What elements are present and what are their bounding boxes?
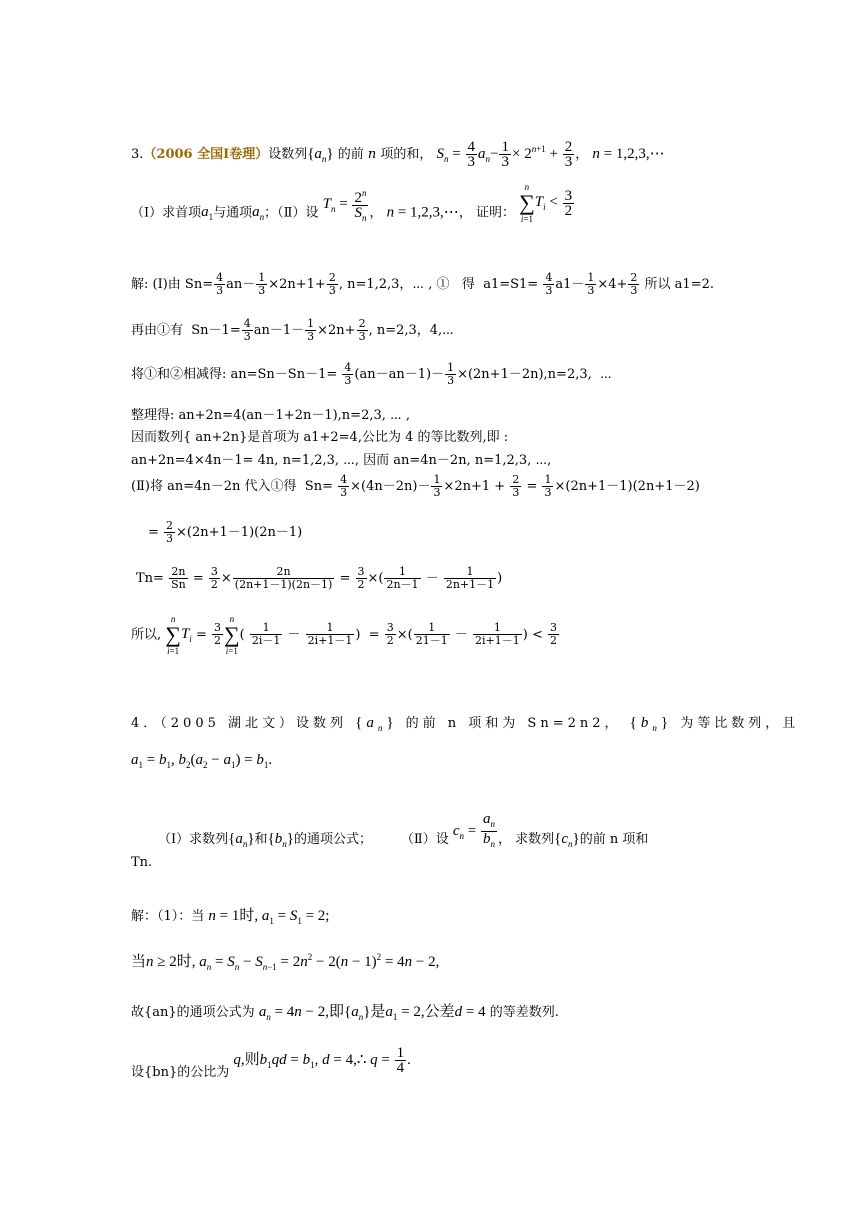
problem-4-tn: Tn.: [131, 855, 153, 870]
seq-a-4b: $\{a_n\}$: [228, 830, 255, 849]
problem-3-parts: （Ⅰ）求首项$a_1$与通项$a_n$；（Ⅱ）设 $T_n$ = $\frac{2^n}{S_n}$ ， n = 1,2,3,⋯， 证明： n ∑ i=1 $T_i$ < $\frac{3}{2}$: [131, 192, 575, 234]
sol3-line9: Tn= $\frac{2n}{Sn}$ = $\frac{3}{2}$ × $\frac{2n}{(2n+1-1)(2n-1)}$ = $\frac{3}{2}$ ×( $\frac{1}{2n-1}$ － $\frac{1}{2n+1-1}$ ): [136, 565, 503, 591]
problem-3-heading: 3.（2006 全国Ⅰ卷理）设数列$\{a_n\}$ 的前 n 项的和， $S_n$ = $\frac{4}{3}$ $a_n-$ $\frac{1}{3}$ × $2^{n+1}$ + $\frac{2}{3}$ ， n = 1,2,3,⋯: [131, 139, 665, 170]
problem-4-condition: $a_1 = b_1$, $b_2(a_2 - a_1) = b_1$.: [131, 752, 273, 770]
problem-source: （2006 全国Ⅰ卷理）: [143, 146, 269, 162]
sol3-line8: = $\frac{2}{3}$ ×(2n+1－1)(2n－1): [148, 519, 303, 545]
cn-def: $c_n$ = $\frac{a_n}{b_n}$: [452, 811, 496, 849]
sol3-line1: 解: (Ⅰ)由 Sn= $\frac{4}{3}$ an－ $\frac{1}{3}$ ×2n+1+ $\frac{2}{3}$ , n=1,2,3，⋯ , ① 得 a1=S1= $\frac{4}{3}$ a1－ $\frac{1}{3}$ ×4+ $\frac{2}{3}$ 所以 a1=2.: [131, 271, 714, 297]
seq-a: $\{a_n\}$: [307, 145, 334, 164]
sol4-eq4: q,则$b_1qd = b_1$, d = 4,∴ q = $\frac{1}{4}$ .: [233, 1045, 411, 1076]
seq-c-4: $\{c_n\}$: [554, 830, 580, 849]
sol4-line1: 解：（1）：当 n = 1时, $a_1 = S_1 = 2$;: [131, 908, 330, 926]
seq-a-4: $\{a_n\}$: [355, 715, 398, 733]
seq-b-4b: $\{b_n\}$: [267, 830, 294, 849]
sol3-line4: 整理得: an+2n=4(an－1+2n－1),n=2,3, ⋯ ,: [131, 408, 410, 423]
sol4-line4: 设{bn}的公比为 q,则$b_1qd = b_1$, d = 4,∴ q = $\frac{1}{4}$ .: [131, 1045, 411, 1080]
sol4-line3: 故{an}的通项公式为 $a_n = 4n - 2$,即$\{a_n\}$是$a_1 = 2$,公差d = 4 的等差数列.: [131, 1004, 559, 1022]
a1-symbol: $a_1$: [201, 204, 214, 223]
n-range: n = 1,2,3,⋯: [592, 145, 665, 162]
sol4-line2: 当n ≥ 2时, $a_n = S_n - S_{n-1} = 2n^2 - 2(n - 1)^2 = 4n - 2$,: [131, 952, 440, 972]
an-symbol: $a_n$: [252, 204, 265, 223]
n-range-2: n = 1,2,3,⋯: [386, 204, 459, 221]
problem-number: 3.: [131, 146, 144, 162]
sol3-line3: 将①和②相减得: an=Sn－Sn－1= $\frac{4}{3}$ (an－an－1)－ $\frac{1}{3}$ ×(2n+1－2n),n=2,3, ⋯: [131, 361, 612, 387]
sol3-line10: 所以, n ∑ i=1 $T_i$ = $\frac{3}{2}$ n ∑ i=1 ( $\frac{1}{2i-1}$ － $\frac{1}{2i+1-1}$ ) = $\frac{3}{2}$ ×( $\frac{1}{21-1}$ － $\frac{1}{2i+1-1}$ ) < $\frac{3}{2}$: [131, 614, 557, 656]
sol4-eq3: $a_n = 4n - 2$,即$\{a_n\}$是$a_1 = 2$,公差d = 4: [258, 1004, 486, 1022]
sum-terms: n ∑ i=1: [223, 614, 240, 656]
part-1: （Ⅰ）求首项: [131, 205, 202, 221]
sum-ti: n ∑ i=1 $T_i$: [165, 614, 192, 656]
problem-4-parts: （Ⅰ）求数列$\{a_n\}$和$\{b_n\}$的通项公式； （Ⅱ）设 $c_n$ = $\frac{a_n}{b_n}$ ， 求数列$\{c_n\}$的前 n 项和: [158, 811, 649, 849]
sol4-eq1: n = 1时, $a_1 = S_1 = 2$;: [208, 908, 330, 926]
sol3-line5: 因而数列{ an+2n}是首项为 a1+2=4,公比为 4 的等比数列,即 :: [131, 430, 509, 445]
sol3-line2: 再由①有 Sn－1= $\frac{4}{3}$ an－1－ $\frac{1}{3}$ ×2n+ $\frac{2}{3}$ , n=2,3，4,⋯: [131, 317, 454, 343]
tn-def: $T_n$ = $\frac{2^n}{S_n}$: [322, 187, 367, 223]
inequality: n ∑ i=1 $T_i$ < $\frac{3}{2}$: [519, 182, 573, 224]
part-1-mid: 与通项: [213, 205, 253, 221]
seq-b-4: $\{b_n\}$: [629, 715, 673, 733]
sol3-line7: (Ⅱ)将 an=4n－2n 代入①得 Sn= $\frac{4}{3}$ ×(4n－2n)－ $\frac{1}{3}$ ×2n+1 + $\frac{2}{3}$ = $\frac{1}{3}$ ×(2n+1－1)(2n+1－2): [131, 473, 700, 499]
part-1-end: ；（Ⅱ）设: [264, 205, 319, 221]
sn-formula: $S_n$ = $\frac{4}{3}$ $a_n-$ $\frac{1}{3}$ × $2^{n+1}$ + $\frac{2}{3}$: [436, 139, 573, 170]
problem-intro: 设数列: [268, 146, 308, 162]
intro-tail: 的前 n 项的和，: [333, 146, 433, 162]
sol3-line6: an+2n=4×4n－1= 4n, n=1,2,3, ⋯, 因而 an=4n－2n, n=1,2,3, ⋯,: [131, 453, 552, 468]
problem-4-heading: 4．（2005 湖北文）设数列 $\{a_n\}$ 的前 n 项和为 Sn=2n2， $\{b_n\}$ 为等比数列，且: [131, 715, 800, 733]
